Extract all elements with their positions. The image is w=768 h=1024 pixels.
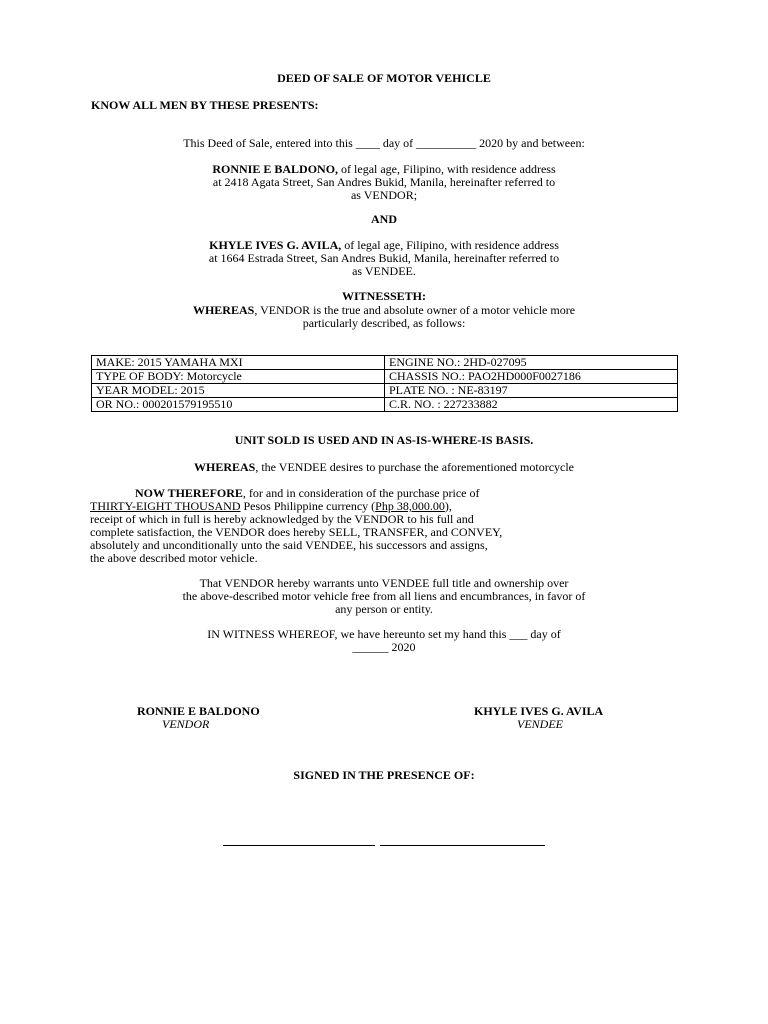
vendee-signatory-role: VENDEE [517,717,563,731]
intro-paragraph: This Deed of Sale, entered into this ____ day of __________ 2020 by and between: [183,136,585,150]
whereas2-paragraph [0,461,768,474]
amount-number: Php 38,000.00 [375,499,445,513]
table-row [92,384,678,398]
vendor-signatory-role: VENDOR [162,717,210,731]
vendee-party-line3: as VENDEE. [352,264,416,278]
table-row [92,398,678,412]
vendor-party-line2: at 2418 Agata Street, San Andres Bukid, Manila, hereinafter referred to [212,175,556,189]
amount-words: THIRTY-EIGHT THOUSAND [90,499,241,513]
now-therefore-text: , for and in consideration of the purchase price of [242,486,480,500]
amount-close: ), [444,499,452,513]
table-cell: YEAR MODEL: 2015 [92,384,385,398]
whereas1-text: , VENDOR is the true and absolute owner of a motor vehicle more [254,303,576,317]
witness-signature-line-2 [380,845,545,846]
now-therefore-line5: absolutely and unconditionally unto the said VENDEE, his successors and assigns, [90,538,488,552]
amount-currency-text: Pesos Philippine currency ( [240,499,376,513]
warranty-line2: the above-described motor vehicle free from all liens and encumbrances, in favor of [182,589,586,603]
now-therefore-line6: the above described motor vehicle. [90,551,258,565]
witness-whereof-line1: IN WITNESS WHEREOF, we have hereunto set my hand this ___ day of [207,627,561,641]
vehicle-details-table [91,355,678,412]
table-row [92,370,678,384]
and-label: AND [371,212,397,226]
now-therefore-line3: receipt of which in full is hereby acknowledged by the VENDOR to his full and [90,512,474,526]
table-cell: PLATE NO. : NE-83197 [385,384,678,398]
table-row [92,356,678,370]
document-title: DEED OF SALE OF MOTOR VEHICLE [277,71,491,85]
table-cell: OR NO.: 000201579195510 [92,398,385,412]
as-is-notice: UNIT SOLD IS USED AND IN AS-IS-WHERE-IS BASIS. [234,433,534,447]
table-cell: TYPE OF BODY: Motorcycle [92,370,385,384]
now-therefore-lead: NOW THEREFORE [135,486,243,500]
table-cell: ENGINE NO.: 2HD-027095 [385,356,678,370]
vendor-party-details: of legal age, Filipino, with residence address [338,162,556,176]
witnesseth-heading: WITNESSETH: [341,289,427,303]
vendor-party-line3: as VENDOR; [350,188,418,202]
table-cell: CHASSIS NO.: PAO2HD000F0027186 [385,370,678,384]
whereas2-text: , the VENDEE desires to purchase the aforementioned motorcycle [255,460,575,474]
table-cell: MAKE: 2015 YAMAHA MXI [92,356,385,370]
salutation: KNOW ALL MEN BY THESE PRESENTS: [91,98,319,112]
vendor-signatory-name: RONNIE E BALDONO [137,704,260,718]
whereas2-lead: WHEREAS [193,460,256,474]
vendee-party-details: of legal age, Filipino, with residence address [341,238,559,252]
presence-heading: SIGNED IN THE PRESENCE OF: [293,768,475,782]
witness-whereof-line2: ______ 2020 [352,640,416,654]
whereas1-line2: particularly described, as follows: [302,316,466,330]
vendee-signatory-name: KHYLE IVES G. AVILA [474,704,604,718]
vendor-party-name: RONNIE E BALDONO, [212,162,339,176]
warranty-line1: That VENDOR hereby warrants unto VENDEE full title and ownership over [199,576,569,590]
witness-signature-line-1 [223,845,375,846]
vendee-party-name: KHYLE IVES G. AVILA, [209,238,342,252]
warranty-line3: any person or entity. [335,602,433,616]
whereas1-lead: WHEREAS [192,303,255,317]
now-therefore-line4: complete satisfaction, the VENDOR does hereby SELL, TRANSFER, and CONVEY, [90,525,503,539]
vendee-party-line2: at 1664 Estrada Street, San Andres Bukid, Manila, hereinafter referred to [208,251,560,265]
table-cell: C.R. NO. : 227233882 [385,398,678,412]
